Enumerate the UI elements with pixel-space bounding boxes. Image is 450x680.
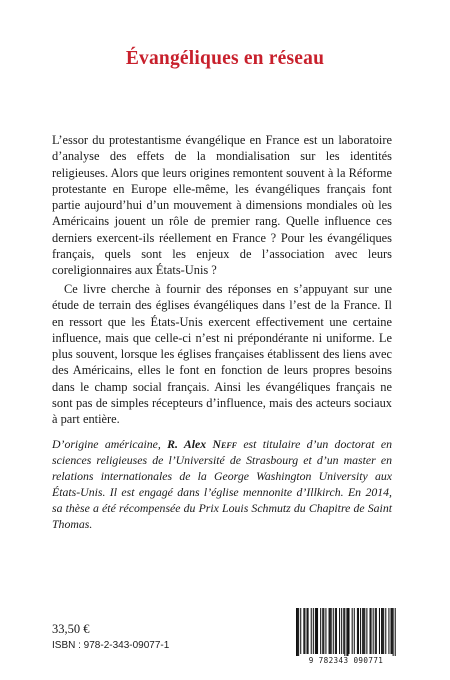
barcode-bar — [336, 608, 337, 654]
barcode-bar — [352, 608, 353, 654]
summary-paragraph-1: L’essor du protestantisme évangélique en France est un laboratoire d’analyse des effets de la mondialisation sur les identités religieuses. Alors que leurs origines remontent souvent à la Réforme protestante en Europe elle-même, les évangéliques français font partie aujourd’hui d’un mouvement à dimensions mondiales où les Américains jouent un rôle de premier rang. Quelle influence ces derniers exercent-ils réellement en France ? Pour les évangéliques français, quels sont les enjeux de l’association avec leurs coreligionnaires aux États-Unis ? — [52, 133, 392, 278]
barcode-bar — [371, 608, 372, 654]
barcode-bar — [316, 608, 317, 654]
barcode-bar — [330, 608, 331, 654]
barcode-bar — [357, 608, 358, 654]
barcode — [290, 608, 402, 668]
barcode-bar — [360, 608, 361, 654]
barcode-bar — [383, 608, 384, 654]
price: 33,50 € — [52, 622, 90, 636]
barcode-bar — [391, 608, 392, 654]
barcode-digits: 9 782343 090771 — [290, 656, 402, 665]
barcode-bar — [325, 608, 326, 654]
barcode-bar — [300, 608, 301, 654]
barcode-bar — [298, 608, 299, 658]
barcode-bar — [335, 608, 336, 654]
barcode-bar — [349, 608, 350, 654]
barcode-bar — [344, 608, 345, 658]
barcode-bar — [347, 608, 348, 658]
barcode-bar — [358, 608, 359, 654]
barcode-bar — [315, 608, 316, 654]
barcode-bar — [308, 608, 309, 654]
barcode-bar — [381, 608, 382, 654]
summary-paragraph-2: Ce livre cherche à fournir des réponses en s’appuyant sur une étude de terrain des églises évangéliques dans l’est de la France. Il en ressort que les États-Unis exercent effectivement une certaine influence, mais que celle-ci n’est ni prépondérante ni uniforme. Le plus souvent, lorsque les églises françaises établissent des liens avec des Américains, elles le font en fonction de leurs propres besoins dans le champ social français. Ainsi les évangéliques français ne sont pas de simples récepteurs d’influence, mais des acteurs sociaux à part entière. — [52, 282, 392, 427]
barcode-bar — [393, 608, 394, 658]
barcode-bar — [323, 608, 324, 654]
barcode-bar — [375, 608, 376, 654]
barcode-bar — [392, 608, 393, 654]
author-first-name: R. Alex — [167, 437, 213, 451]
bio-intro: D’origine américaine, — [52, 437, 168, 451]
barcode-bar — [343, 608, 344, 654]
barcode-bar — [395, 608, 396, 658]
barcode-bar — [303, 608, 304, 654]
author-bio — [52, 436, 392, 532]
barcode-bar — [297, 608, 298, 658]
barcode-bar — [366, 608, 367, 654]
barcode-bar — [341, 608, 342, 654]
barcode-bars — [290, 608, 402, 658]
barcode-bar — [376, 608, 377, 654]
book-title: Évangéliques en réseau — [125, 48, 325, 69]
barcode-bar — [388, 608, 389, 654]
barcode-bar — [379, 608, 380, 654]
barcode-bar — [333, 608, 334, 654]
barcode-bar — [322, 608, 323, 654]
barcode-bar — [339, 608, 340, 654]
barcode-bar — [317, 608, 318, 654]
barcode-bar — [329, 608, 330, 654]
barcode-bar — [313, 608, 314, 654]
author-name — [167, 437, 237, 451]
barcode-bar — [385, 608, 386, 654]
barcode-bar — [362, 608, 363, 654]
barcode-bar — [320, 608, 321, 654]
barcode-bar — [296, 608, 297, 658]
barcode-bar — [304, 608, 305, 654]
barcode-bar — [363, 608, 364, 654]
barcode-bar — [346, 608, 347, 658]
barcode-bar — [354, 608, 355, 654]
barcode-bar — [307, 608, 308, 654]
author-last-name: Neff — [212, 437, 237, 451]
barcode-bar — [311, 608, 312, 654]
barcode-bar — [364, 608, 365, 654]
barcode-bar — [382, 608, 383, 654]
barcode-bar — [370, 608, 371, 654]
bio-text: est titulaire d’un doctorat en sciences religieuses de l’Université de Strasbourg et d’un master en relations internationales de la George Washington University aux États-Unis. Il est engagé dans l’église mennonite d’Illkirch. En 2014, sa thèse a été récompensée du Prix Louis Schmutz du Chapitre de Saint Thomas. — [52, 437, 392, 531]
barcode-bar — [373, 608, 374, 654]
isbn: ISBN : 978-2-343-09077-1 — [52, 640, 170, 651]
barcode-bar — [331, 608, 332, 654]
